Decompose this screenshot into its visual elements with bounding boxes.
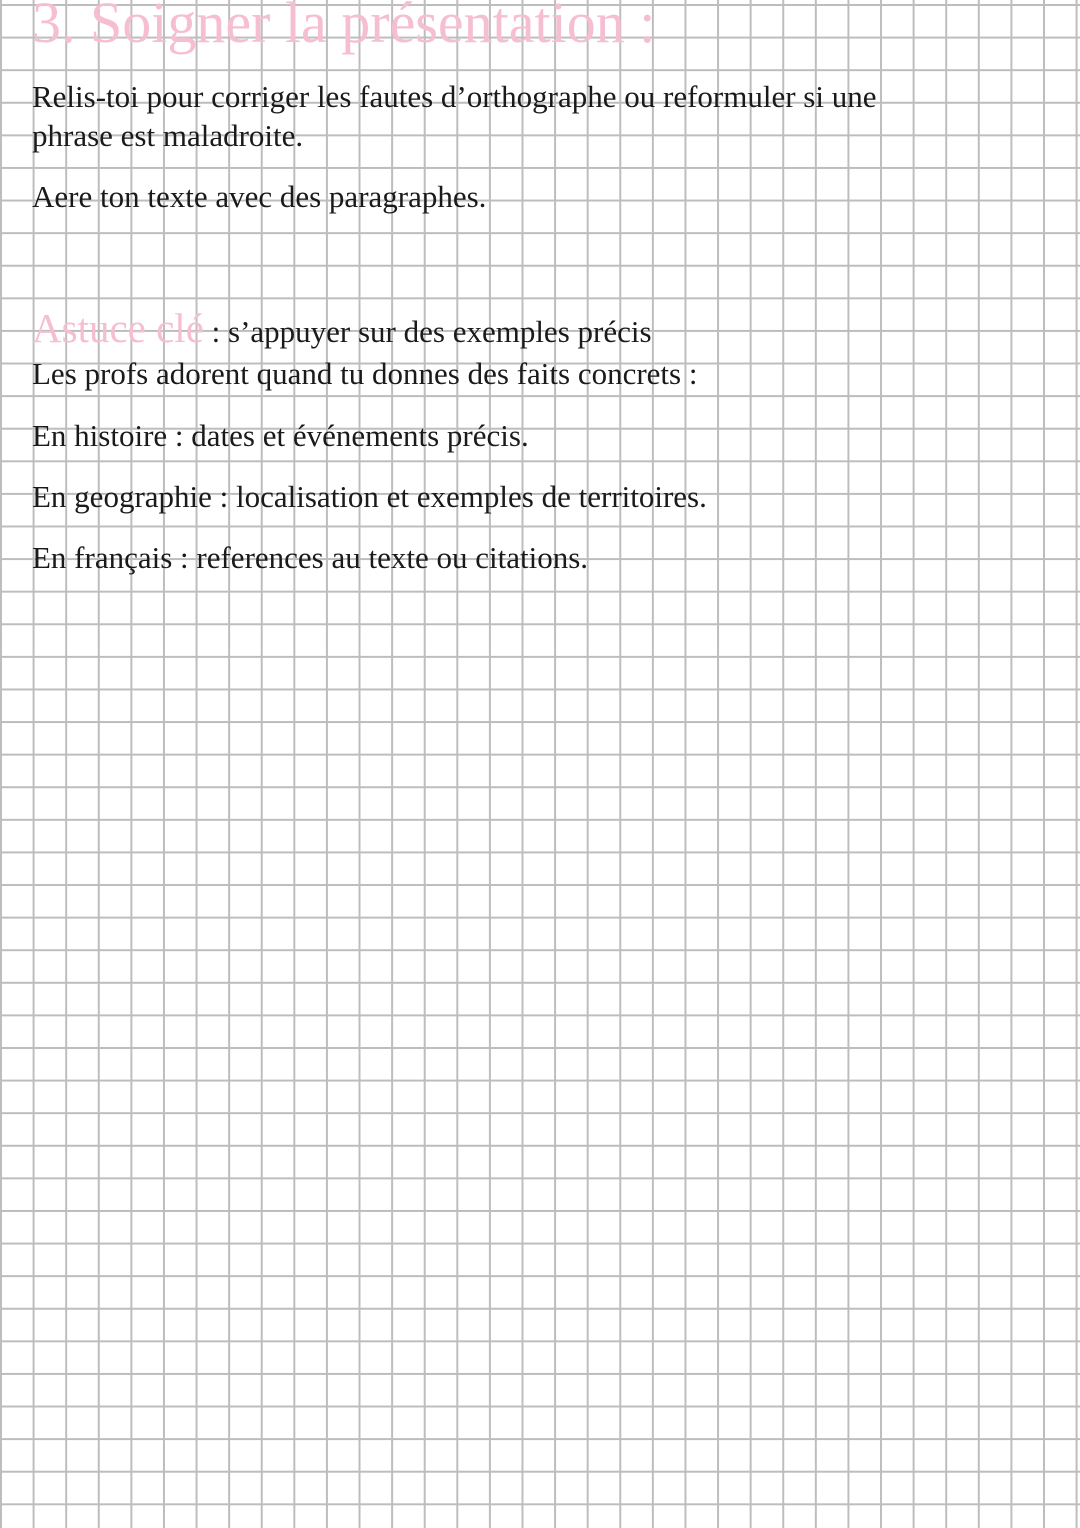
tip-text: : s’appuyer sur des exemples précis bbox=[203, 314, 652, 349]
section-heading: 3. Soigner la présentation : bbox=[32, 0, 656, 55]
paragraph-line-2: phrase est maladroite. bbox=[32, 118, 304, 153]
paragraph-spacing: Aere ton texte avec des paragraphes. bbox=[32, 179, 487, 214]
tip-label: Astuce clé bbox=[32, 305, 204, 351]
tip-intro: Les profs adorent quand tu donnes des faits concrets : bbox=[32, 356, 698, 391]
tip-line bbox=[32, 305, 652, 351]
example-geography: En geographie : localisation et exemples de territoires. bbox=[32, 479, 707, 514]
example-french: En français : references au texte ou citations. bbox=[32, 540, 589, 575]
example-history: En histoire : dates et événements précis. bbox=[32, 418, 529, 453]
paragraph-line-1: Relis-toi pour corriger les fautes d’orthographe ou reformuler si une bbox=[32, 79, 877, 114]
